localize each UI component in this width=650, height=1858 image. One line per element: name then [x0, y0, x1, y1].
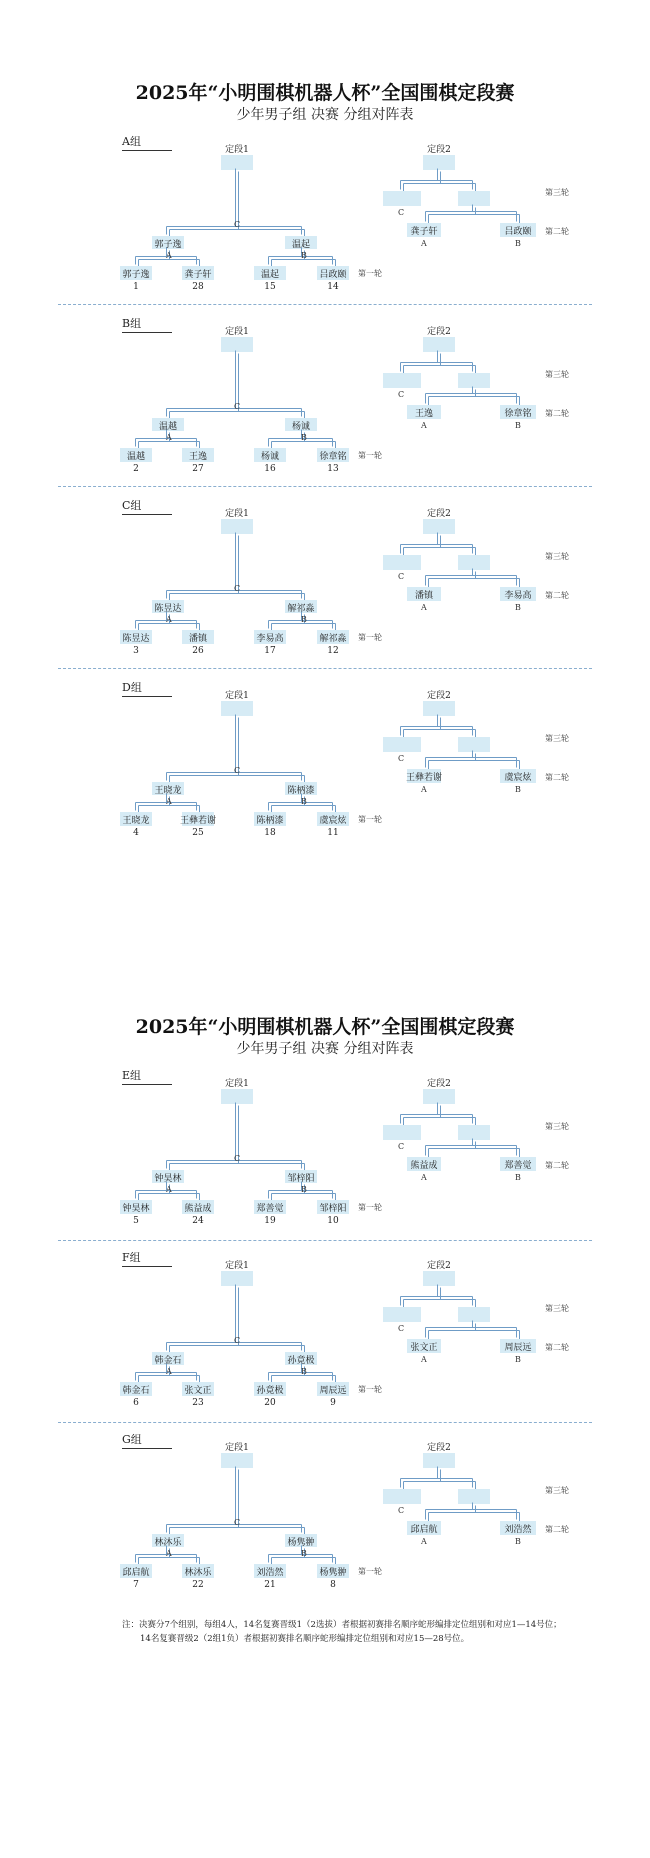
group-bracket — [0, 1433, 650, 1613]
r-c-left-box — [383, 1307, 421, 1322]
player-2-name: 张文正 — [184, 1386, 212, 1396]
match-b-label: B — [301, 615, 307, 624]
match-a-label: A — [166, 251, 172, 260]
r-c-left-box — [383, 555, 421, 570]
r-c-left-box — [383, 373, 421, 388]
group-label: E组 — [122, 1067, 172, 1085]
winner-a: 陈昱达 — [154, 604, 182, 614]
round1-label: 第一轮 — [358, 269, 382, 278]
player-3-name: 李易高 — [256, 634, 284, 644]
dingduan1-box — [221, 519, 253, 534]
dingduan1-box — [221, 701, 253, 716]
player-1-seed: 1 — [133, 282, 139, 292]
r-c-left-box — [383, 737, 421, 752]
r-match-c-label: C — [398, 572, 405, 581]
r-match-a-label: A — [421, 785, 427, 794]
round3-label: 第三轮 — [545, 1122, 569, 1131]
player-1-name: 钟昊林 — [122, 1204, 150, 1214]
loser-b-name: 虞宸炫 — [504, 773, 532, 783]
winner-a: 郭子逸 — [154, 240, 182, 250]
match-a-label: A — [166, 1549, 172, 1558]
player-3-name: 陈柄漆 — [256, 816, 284, 826]
player-3-name: 温起 — [260, 270, 279, 280]
player-2-name: 王彝若谢 — [179, 816, 216, 826]
loser-b-name: 李易高 — [504, 591, 532, 601]
player-3-name: 郑善觉 — [256, 1204, 284, 1214]
dingduan2-label: 定段2 — [427, 327, 451, 337]
group-label: D组 — [122, 679, 172, 697]
group-bracket — [0, 681, 650, 861]
round3-label: 第三轮 — [545, 370, 569, 379]
r-c-right-box — [458, 1125, 490, 1140]
note-line-1: 注：决赛分7个组别，每组4人，14名复赛晋级1（2选拔）者根据初赛排名顺序蛇形编排定位组别和对应1—14号位； — [122, 1620, 562, 1630]
group-label: A组 — [122, 133, 172, 151]
player-4-seed: 14 — [327, 282, 339, 292]
match-b-label: B — [301, 797, 307, 806]
loser-b-name: 吕政颐 — [504, 227, 532, 237]
match-c-label: C — [234, 1154, 241, 1163]
dingduan2-box — [423, 519, 455, 534]
round2-label: 第二轮 — [545, 773, 569, 782]
loser-a-name: 王彝若谢 — [405, 773, 442, 783]
r-c-right-box — [458, 555, 490, 570]
round1-label: 第一轮 — [358, 633, 382, 642]
player-3-seed: 21 — [264, 1580, 276, 1590]
winner-b: 孙竟极 — [287, 1356, 315, 1366]
r-match-c-label: C — [398, 754, 405, 763]
match-c-label: C — [234, 766, 241, 775]
sheet-1-subtitle: 少年男子组 决赛 分组对阵表 — [236, 107, 414, 123]
match-b-label: B — [301, 251, 307, 260]
player-3-seed: 18 — [264, 828, 276, 838]
dingduan2-label: 定段2 — [427, 691, 451, 701]
player-2-name: 熊益成 — [184, 1204, 212, 1214]
player-2-seed: 25 — [192, 828, 204, 838]
winner-b: 杨诚 — [291, 422, 310, 432]
r-match-a-label: A — [421, 421, 427, 430]
group-bracket — [0, 499, 650, 679]
round2-label: 第二轮 — [545, 1161, 569, 1170]
r-c-left-box — [383, 1125, 421, 1140]
dingduan2-box — [423, 337, 455, 352]
round1-label: 第一轮 — [358, 451, 382, 460]
group-bracket — [0, 1251, 650, 1431]
match-b-label: B — [301, 433, 307, 442]
r-c-left-box — [383, 1489, 421, 1504]
dingduan1-label: 定段1 — [225, 145, 249, 155]
r-match-c-label: C — [398, 208, 405, 217]
player-4-seed: 9 — [330, 1398, 336, 1408]
player-2-name: 龚子轩 — [184, 270, 212, 280]
loser-a-name: 张文正 — [410, 1343, 438, 1353]
r-match-c-label: C — [398, 1506, 405, 1515]
r-match-b-label: B — [515, 239, 521, 248]
match-a-label: A — [166, 615, 172, 624]
r-match-b-label: B — [515, 785, 521, 794]
player-3-seed: 20 — [264, 1398, 276, 1408]
r-match-a-label: A — [421, 1173, 427, 1182]
r-match-c-label: C — [398, 1324, 405, 1333]
r-match-a-label: A — [421, 1355, 427, 1364]
r-match-b-label: B — [515, 421, 521, 430]
dingduan1-label: 定段1 — [225, 509, 249, 519]
loser-a-name: 潘镇 — [414, 591, 433, 601]
note-line-2: 14名复赛晋级2（2组1负）者根据初赛排名顺序蛇形编排定位组别和对应15—28号位。 — [140, 1634, 470, 1644]
r-match-a-label: A — [421, 1537, 427, 1546]
group-bracket — [0, 317, 650, 497]
match-b-label: B — [301, 1367, 307, 1376]
player-2-seed: 27 — [192, 464, 204, 474]
match-a-label: A — [166, 1367, 172, 1376]
dingduan1-label: 定段1 — [225, 327, 249, 337]
player-3-seed: 15 — [264, 282, 276, 292]
round1-label: 第一轮 — [358, 815, 382, 824]
player-2-seed: 23 — [192, 1398, 204, 1408]
round1-label: 第一轮 — [358, 1203, 382, 1212]
player-1-name: 邱启航 — [122, 1568, 150, 1578]
match-b-label: B — [301, 1185, 307, 1194]
player-1-seed: 6 — [133, 1398, 139, 1408]
winner-a: 王晓龙 — [154, 786, 182, 796]
match-c-label: C — [234, 1518, 241, 1527]
r-match-a-label: A — [421, 603, 427, 612]
player-2-name: 王逸 — [188, 452, 207, 462]
player-2-seed: 26 — [192, 646, 204, 656]
player-4-seed: 12 — [327, 646, 339, 656]
r-c-right-box — [458, 191, 490, 206]
match-a-label: A — [166, 433, 172, 442]
player-4-name: 解祁淼 — [319, 634, 347, 644]
winner-b: 邹梓阳 — [287, 1174, 315, 1184]
player-4-seed: 10 — [327, 1216, 339, 1226]
round1-label: 第一轮 — [358, 1567, 382, 1576]
dingduan1-label: 定段1 — [225, 1443, 249, 1453]
r-match-c-label: C — [398, 390, 405, 399]
match-c-label: C — [234, 584, 241, 593]
round2-label: 第二轮 — [545, 1343, 569, 1352]
dingduan1-label: 定段1 — [225, 1261, 249, 1271]
player-1-seed: 4 — [133, 828, 139, 838]
winner-a: 林沐乐 — [154, 1538, 182, 1548]
round3-label: 第三轮 — [545, 734, 569, 743]
r-c-right-box — [458, 737, 490, 752]
round2-label: 第二轮 — [545, 409, 569, 418]
r-match-b-label: B — [515, 1355, 521, 1364]
player-1-name: 韩金石 — [122, 1386, 150, 1396]
r-match-b-label: B — [515, 1173, 521, 1182]
player-3-seed: 17 — [264, 646, 276, 656]
player-4-name: 周辰远 — [319, 1386, 347, 1396]
r-match-b-label: B — [515, 603, 521, 612]
dingduan2-box — [423, 155, 455, 170]
dingduan1-box — [221, 1271, 253, 1286]
dingduan2-box — [423, 1453, 455, 1468]
winner-a: 温越 — [158, 422, 177, 432]
round3-label: 第三轮 — [545, 552, 569, 561]
dingduan2-box — [423, 701, 455, 716]
player-1-name: 温越 — [126, 452, 145, 462]
group-bracket — [0, 135, 650, 315]
loser-a-name: 邱启航 — [410, 1525, 438, 1535]
player-4-name: 吕政颐 — [319, 270, 347, 280]
winner-b: 杨隽翀 — [287, 1538, 315, 1548]
r-c-right-box — [458, 1489, 490, 1504]
dingduan2-label: 定段2 — [427, 1443, 451, 1453]
player-1-seed: 3 — [133, 646, 139, 656]
match-b-label: B — [301, 1549, 307, 1558]
group-label: C组 — [122, 497, 172, 515]
winner-b: 解祁淼 — [287, 604, 315, 614]
dingduan2-box — [423, 1271, 455, 1286]
round3-label: 第三轮 — [545, 1304, 569, 1313]
r-match-a-label: A — [421, 239, 427, 248]
loser-b-name: 刘浩然 — [504, 1525, 532, 1535]
player-2-seed: 22 — [192, 1580, 204, 1590]
round2-label: 第二轮 — [545, 1525, 569, 1534]
player-2-name: 林沐乐 — [184, 1568, 212, 1578]
loser-a-name: 龚子轩 — [410, 227, 438, 237]
winner-b: 陈柄漆 — [287, 786, 315, 796]
player-4-seed: 8 — [330, 1580, 336, 1590]
player-3-name: 杨诚 — [260, 452, 279, 462]
player-3-seed: 16 — [264, 464, 276, 474]
player-4-name: 徐章铭 — [319, 452, 347, 462]
group-bracket — [0, 1069, 650, 1249]
sheet-2-title: 2025年“小明围棋机器人杯”全国围棋定段赛 — [135, 1016, 515, 1038]
loser-b-name: 郑善觉 — [504, 1161, 532, 1171]
dingduan2-box — [423, 1089, 455, 1104]
r-match-c-label: C — [398, 1142, 405, 1151]
player-4-seed: 11 — [327, 828, 339, 838]
dingduan1-label: 定段1 — [225, 1079, 249, 1089]
round2-label: 第二轮 — [545, 227, 569, 236]
player-1-seed: 2 — [133, 464, 139, 474]
sheet-1-title: 2025年“小明围棋机器人杯”全国围棋定段赛 — [135, 82, 515, 104]
loser-a-name: 熊益成 — [410, 1161, 438, 1171]
winner-b: 温起 — [291, 240, 310, 250]
player-3-name: 刘浩然 — [256, 1568, 284, 1578]
round1-label: 第一轮 — [358, 1385, 382, 1394]
r-c-right-box — [458, 373, 490, 388]
winner-a: 钟昊林 — [154, 1174, 182, 1184]
match-c-label: C — [234, 402, 241, 411]
player-4-name: 虞宸炫 — [319, 816, 347, 826]
group-label: F组 — [122, 1249, 172, 1267]
winner-a: 韩金石 — [154, 1356, 182, 1366]
loser-b-name: 徐章铭 — [504, 409, 532, 419]
dingduan2-label: 定段2 — [427, 1079, 451, 1089]
player-1-name: 郭子逸 — [122, 270, 150, 280]
player-2-name: 潘镇 — [188, 634, 207, 644]
dingduan1-box — [221, 1453, 253, 1468]
r-c-left-box — [383, 191, 421, 206]
loser-b-name: 周辰远 — [504, 1343, 532, 1353]
player-1-seed: 7 — [133, 1580, 139, 1590]
player-2-seed: 28 — [192, 282, 204, 292]
dingduan1-box — [221, 155, 253, 170]
loser-a-name: 王逸 — [414, 409, 433, 419]
player-3-seed: 19 — [264, 1216, 276, 1226]
round3-label: 第三轮 — [545, 1486, 569, 1495]
player-1-name: 陈昱达 — [122, 634, 150, 644]
r-match-b-label: B — [515, 1537, 521, 1546]
player-4-name: 邹梓阳 — [319, 1204, 347, 1214]
match-c-label: C — [234, 220, 241, 229]
dingduan1-box — [221, 1089, 253, 1104]
round2-label: 第二轮 — [545, 591, 569, 600]
dingduan2-label: 定段2 — [427, 509, 451, 519]
match-a-label: A — [166, 797, 172, 806]
r-c-right-box — [458, 1307, 490, 1322]
dingduan1-box — [221, 337, 253, 352]
group-label: B组 — [122, 315, 172, 333]
dingduan2-label: 定段2 — [427, 145, 451, 155]
round3-label: 第三轮 — [545, 188, 569, 197]
dingduan1-label: 定段1 — [225, 691, 249, 701]
match-a-label: A — [166, 1185, 172, 1194]
player-1-name: 王晓龙 — [122, 816, 150, 826]
player-4-name: 杨隽翀 — [319, 1568, 347, 1578]
match-c-label: C — [234, 1336, 241, 1345]
player-2-seed: 24 — [192, 1216, 204, 1226]
player-3-name: 孙竟极 — [256, 1386, 284, 1396]
sheet-2-subtitle: 少年男子组 决赛 分组对阵表 — [236, 1041, 414, 1057]
group-label: G组 — [122, 1431, 172, 1449]
player-1-seed: 5 — [133, 1216, 139, 1226]
dingduan2-label: 定段2 — [427, 1261, 451, 1271]
player-4-seed: 13 — [327, 464, 339, 474]
